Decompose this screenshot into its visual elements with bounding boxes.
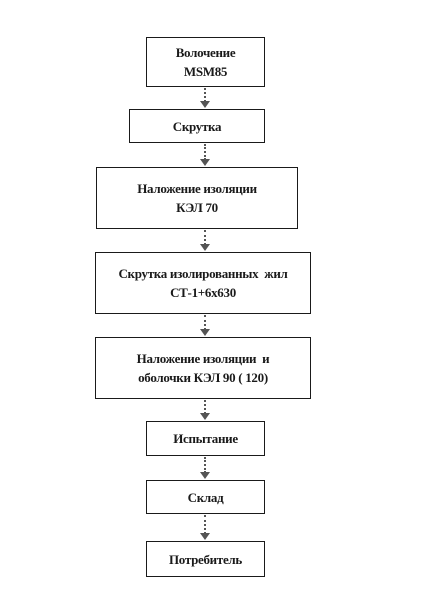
step-consumer-box (146, 541, 265, 577)
step-warehouse-box (146, 480, 265, 514)
step-sheath-label: Наложение изоляции и (136, 351, 270, 366)
flow-arrow (200, 457, 210, 479)
step-core-stranding-box (95, 252, 311, 314)
step-drawing-sublabel: MSM85 (183, 64, 228, 79)
step-warehouse-label: Склад (187, 489, 224, 505)
arrowhead-icon (200, 533, 210, 540)
arrowhead-icon (200, 413, 210, 420)
step-core-stranding-sublabel: СТ-1+6х630 (170, 285, 236, 300)
step-testing-label: Испытание (173, 431, 238, 446)
arrowhead-icon (200, 244, 210, 251)
step-testing-box (146, 421, 265, 456)
step-sheath-box (95, 337, 311, 399)
step-stranding-label: Скрутка (172, 118, 222, 134)
step-drawing-label: Волочение (175, 45, 236, 60)
step-insulation-sublabel: КЭЛ 70 (176, 200, 218, 215)
flow-arrow (200, 88, 210, 108)
flow-arrow (200, 144, 210, 166)
arrowhead-icon (200, 101, 210, 108)
arrowhead-icon (200, 329, 210, 336)
flow-arrow (200, 315, 210, 336)
step-insulation-box (96, 167, 298, 229)
arrowhead-icon (200, 159, 210, 166)
step-drawing-box (146, 37, 265, 87)
arrowhead-icon (200, 472, 210, 479)
step-consumer-label: Потребитель (169, 551, 242, 567)
step-sheath-sublabel: оболочки КЭЛ 90 ( 120) (138, 370, 268, 385)
flow-arrow (200, 515, 210, 540)
step-stranding-box (129, 109, 265, 143)
flow-arrow (200, 230, 210, 251)
step-insulation-label: Наложение изоляции (137, 181, 257, 196)
step-core-stranding-label: Скрутка изолированных жил (118, 266, 288, 281)
flow-arrow (200, 400, 210, 420)
